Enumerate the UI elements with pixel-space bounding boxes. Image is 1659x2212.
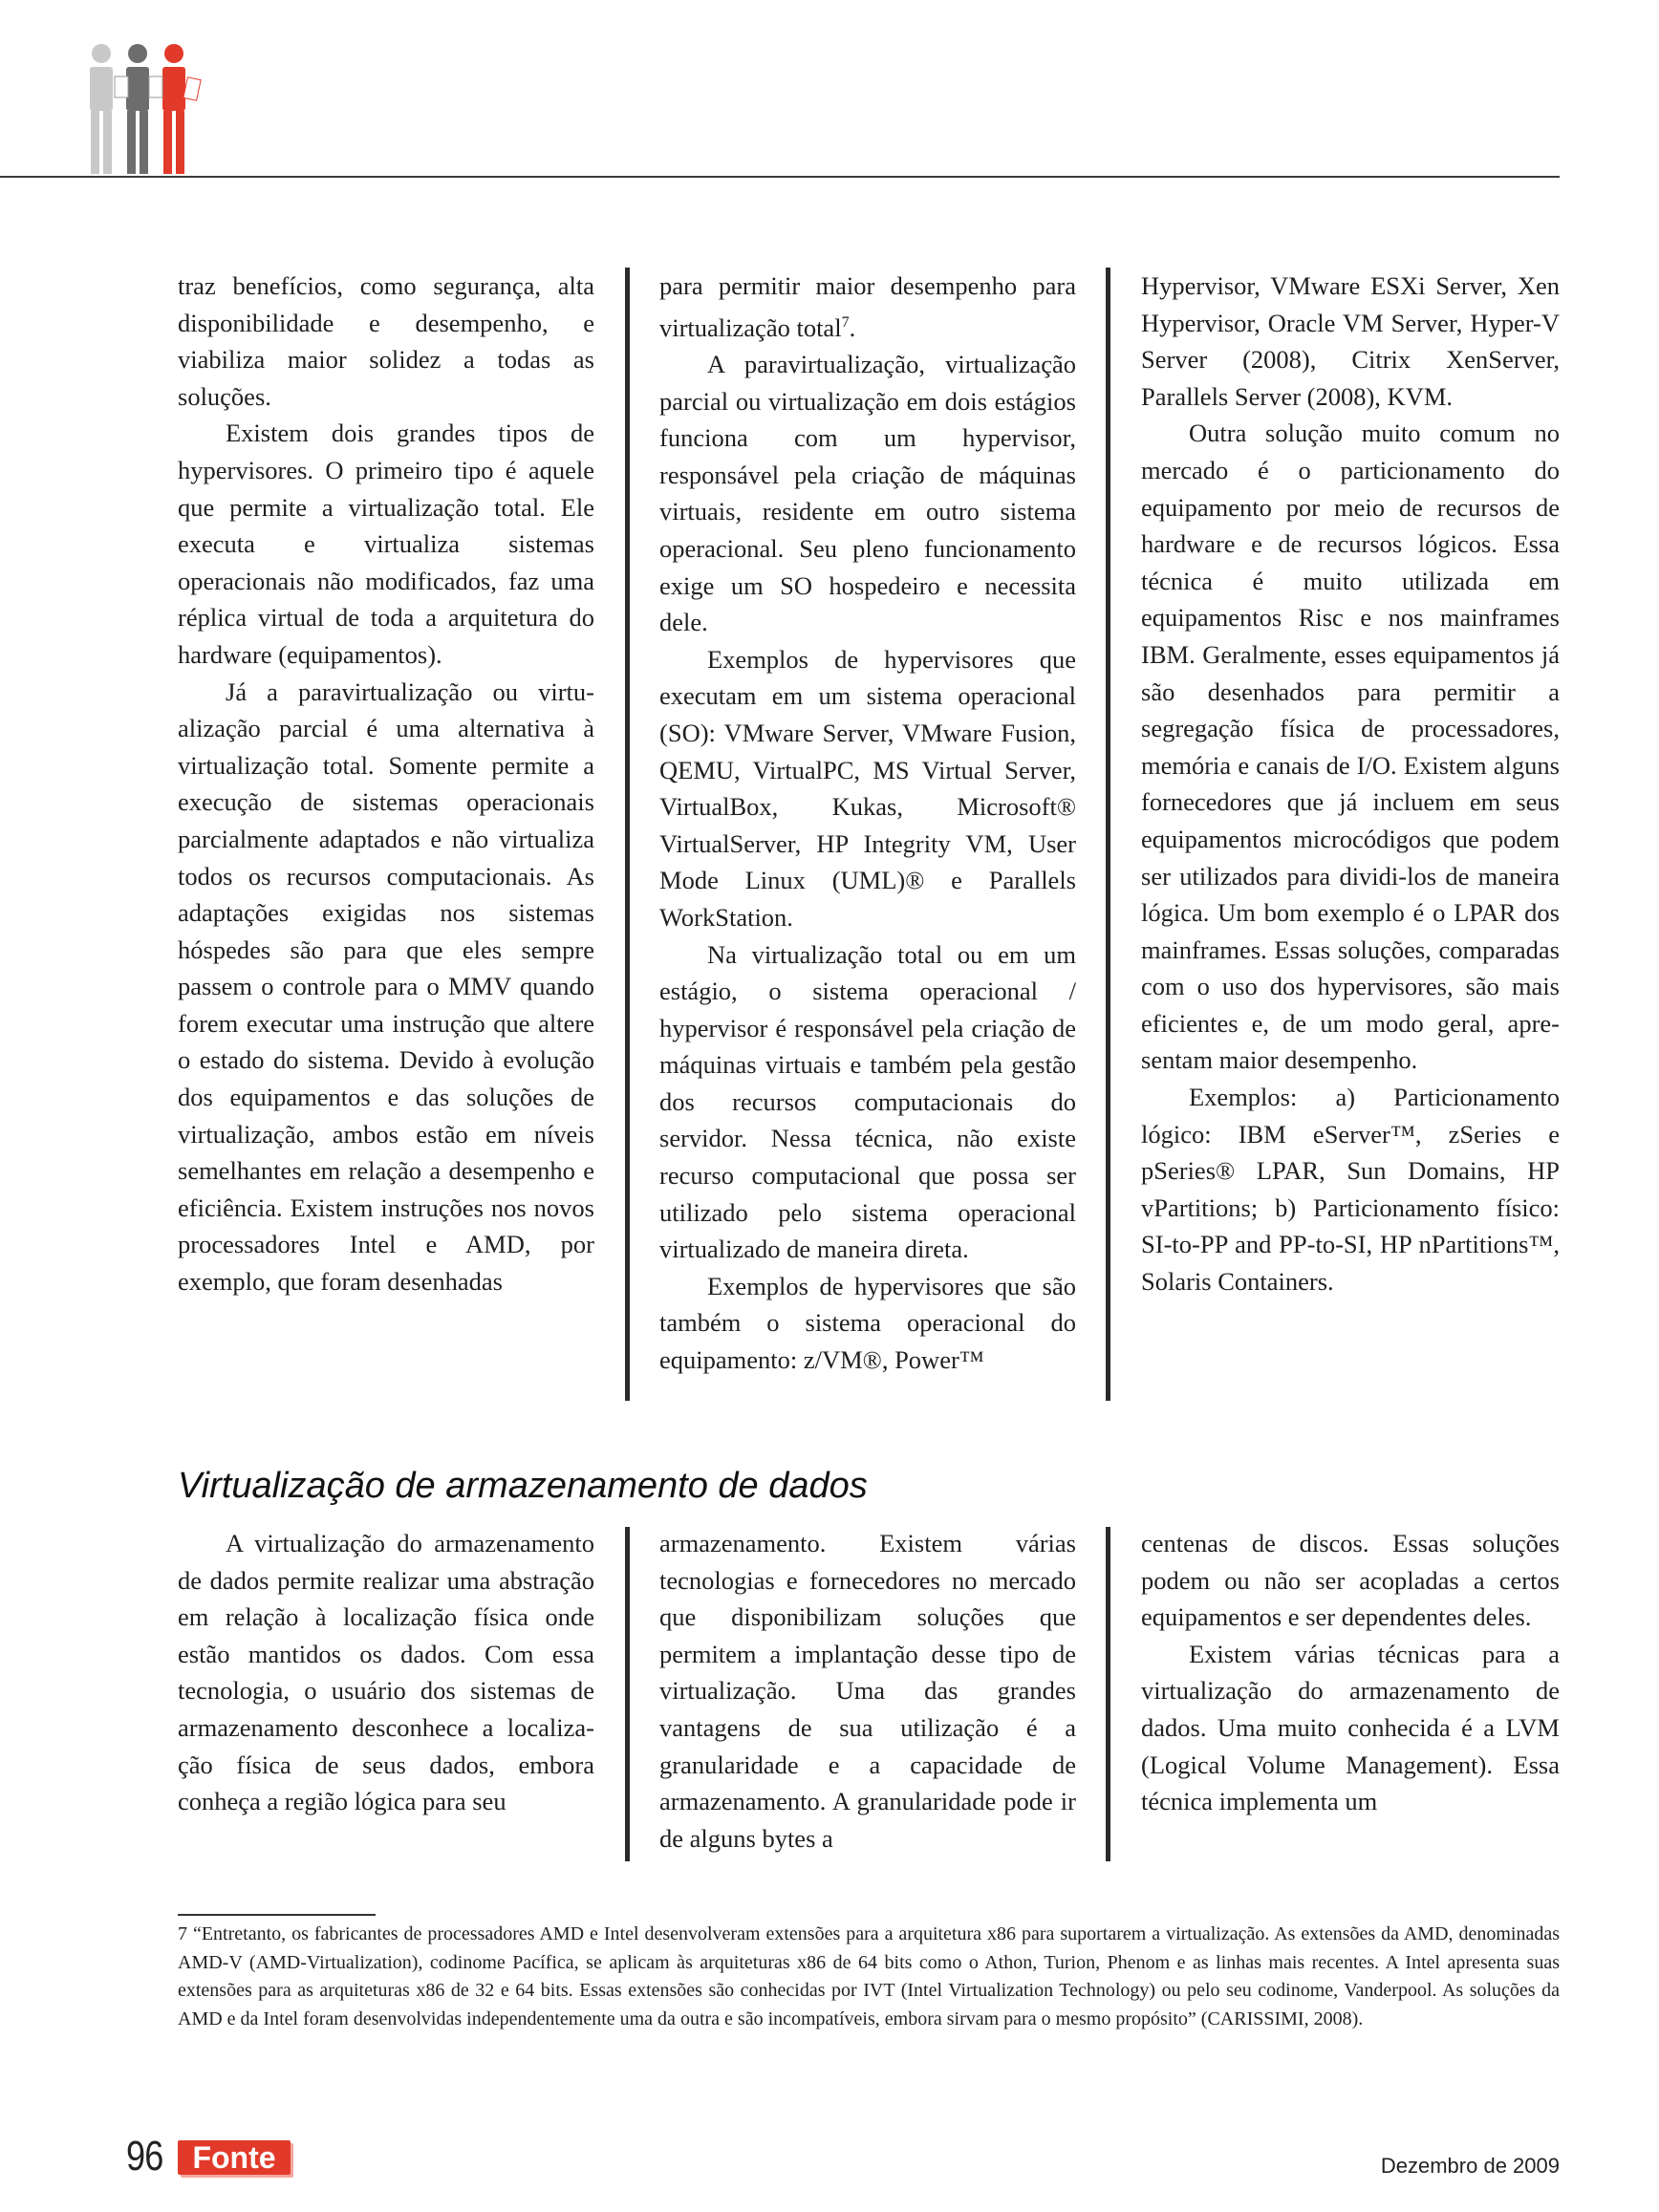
paragraph: Existem várias técnicas para a virtualização do armazenamento de dados. Uma muito conhecida é a LVM (Logical Volume Management). Essa técnica implementa um xyxy=(1141,1639,1560,1816)
paragraph: centenas de discos. Essas soluções podem ou não ser acopladas a certos equipamentos e ser dependentes deles. xyxy=(1141,1529,1560,1632)
bottom-column-1 xyxy=(178,1525,594,1820)
paragraph-text: para permitir maior desempenho para virtualização total xyxy=(659,271,1076,342)
bottom-column-3 xyxy=(1141,1525,1560,1820)
top-column-3 xyxy=(1141,268,1560,1300)
paragraph: A virtualização do armazenamento de dados permite realizar uma abstração em relação à localização física onde estão mantidos os dados. Com essa tecnologia, o usuário dos sistemas de armazenamento desconhece a localização física de seus dados, embora conheça a região lógica para seu xyxy=(178,1529,594,1816)
paragraph: Hypervisor, VMware ESXi Server, Xen Hypervisor, Oracle VM Server, Hyper-V Server (2008), Citrix XenServer, Parallels Server (2008), KVM. xyxy=(1141,271,1560,411)
paragraph: Na virtualização total ou em um estágio, o sistema operacional / hypervisor é responsável pela criação de máquinas virtuais e também pela gestão dos recursos computacionais do servidor. Nessa técnica, não existe recurso computacional que possa ser utilizado pelo sistema operacional virtualizado de maneira direta. xyxy=(659,939,1076,1264)
paragraph: armazenamento. Existem várias tecnologias e fornecedores no mercado que disponibilizam soluções que permitem a implantação desse tipo de virtualização. Uma das grandes vantagens de sua utilização é a granularidade e a capacidade de armazenamento. A granularidade pode ir de alguns bytes a xyxy=(659,1529,1076,1853)
paragraph: Existem dois grandes tipos de hypervisores. O primeiro tipo é aquele que permite a virtualização total. Ele executa e virtualiza sistemas operacionais não modificados, faz uma réplica virtual de toda a arquitetura do hardware (equipamentos). xyxy=(178,419,594,669)
top-column-2 xyxy=(659,268,1076,1379)
footnote: 7 “Entretanto, os fabricantes de processadores AMD e Intel desenvolveram extensões para a arquitetura x86 para suportarem a virtualização. As extensões da AMD, denominadas AMD-V (AMD-Virtualization), codinome Pacífica, se aplicam às arquiteturas x86 de 64 bits como o Athon, Turion, Phenom e as linhas mais recentes. A Intel apresenta suas extensões para as arquiteturas x86 de 32 e 64 bits. Essas extensões são conhecidas por IVT (Intel Virtualization Technology) ou pelo seu codinome, Vanderpool. As soluções da AMD e da Intel foram desenvolvidas independentemente uma da outra e são incompatíveis, embora sirvam para o mesmo propósito” (CARISSIMI, 2008). xyxy=(178,1923,1560,2029)
magazine-logo: Fonte xyxy=(178,2140,291,2175)
paragraph: Exemplos de hypervisores que executam em um sistema operacional (SO): VMware Server, VMware Fusion, QEMU, VirtualPC, MS Virtual Server, VirtualBox, Kukas, Microsoft® VirtualServer, HP Integrity VM, User Mode Linux (UML)® e Parallels WorkStation. xyxy=(659,644,1076,932)
bottom-column-2 xyxy=(659,1525,1076,1857)
column-divider xyxy=(1106,268,1110,1401)
column-divider xyxy=(625,268,630,1401)
header-rule xyxy=(0,176,1560,178)
column-divider xyxy=(1106,1527,1110,1861)
section-title: Virtualização de armazenamento de dados xyxy=(178,1466,868,1506)
paragraph-end: . xyxy=(849,312,856,342)
footnote-rule xyxy=(178,1914,376,1916)
paragraph: Outra solução muito comum no mercado é o particionamento do equipamento por meio de recursos de hardware e de recursos lógicos. Essa técnica é muito utilizada em equipamentos Risc e nos mainframes IBM. Geralmente, esses equipamentos já são desenhados para permitir a segregação física de processadores, memória e canais de I/O. Existem alguns fornecedores que já incluem em seus equipamentos microcódigos que podem ser utilizados para dividi-los de maneira lógica. Um bom exemplo é o LPAR dos mainframes. Essas soluções, comparadas com o uso dos hypervisores, são mais eficientes e, de um modo geral, apresentam maior desempenho. xyxy=(1141,419,1560,1075)
top-column-1 xyxy=(178,268,594,1300)
page-number: 96 xyxy=(126,2133,163,2180)
paragraph: Já a paravirtualização ou virtualização parcial é uma alternativa à virtualização total. Somente permite a execução de sistemas operacionais parcialmente adaptados e não virtualiza todos os recursos computacionais. As adaptações exigidas nos sistemas hóspedes são para que eles sempre passem o controle para o MMV quando forem executar uma instrução que altere o estado do sistema. Devido à evolução dos equipamentos e das soluções de virtualização, ambos estão em níveis semelhantes em relação a desempenho e eficiência. Existem instruções nos novos processadores Intel e AMD, por exemplo, que foram desenhadas xyxy=(178,676,594,1297)
paragraph xyxy=(659,268,1076,346)
paragraph: A paravirtualização, virtualização parcial ou virtualização em dois estágios funciona com um hypervisor, responsável pela criação de máquinas virtuais, residente em outro sistema operacional. Seu pleno funcionamento exige um SO hospedeiro e necessita dele. xyxy=(659,350,1076,637)
three-people-icon xyxy=(80,42,214,176)
paragraph: Exemplos: a) Particionamento lógico: IBM eServer™, zSeries e pSeries® LPAR, Sun Domains, HP vPartitions; b) Particionamento físico: SI-to-PP and PP-to-SI, HP nPartitions™, Solaris Containers. xyxy=(1141,1083,1560,1297)
paragraph: Exemplos de hypervisores que são também o sistema operacional do equipamento: z/VM®, Power™ xyxy=(659,1271,1076,1375)
footnote-ref: 7 xyxy=(841,313,850,331)
paragraph: traz benefícios, como segurança, alta disponibilidade e desempenho, e viabiliza maior solidez a todas as soluções. xyxy=(178,271,594,411)
issue-date: Dezembro de 2009 xyxy=(1380,2154,1560,2178)
column-divider xyxy=(625,1527,630,1861)
